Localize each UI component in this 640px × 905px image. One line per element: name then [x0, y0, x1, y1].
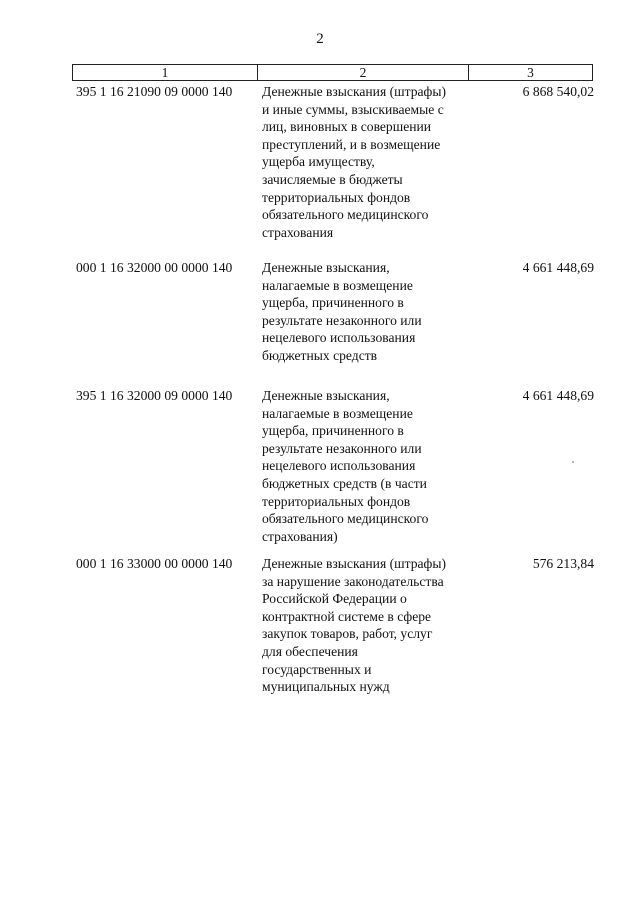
row-amount: 6 868 540,02: [522, 84, 594, 99]
description-line: налагаемые в возмещение: [262, 405, 413, 421]
description-line: муниципальных нужд: [262, 679, 390, 695]
table-header: [72, 64, 593, 81]
description-line: территориальных фондов: [262, 189, 411, 205]
row-amount: 576 213,84: [532, 556, 594, 571]
description-line: нецелевого использования: [262, 330, 416, 346]
description-line: результате незаконного или: [262, 440, 422, 456]
description-line: преступлений, и в возмещение: [262, 136, 441, 152]
budget-code: 395 1 16 21090 09 0000 140: [76, 84, 233, 99]
description-line: ущерба имуществу,: [262, 154, 375, 170]
description-line: лиц, виновных в совершении: [262, 119, 432, 135]
description-line: Денежные взыскания,: [262, 260, 390, 275]
budget-code: 000 1 16 32000 00 0000 140: [76, 260, 233, 275]
description-line: страхования): [262, 528, 338, 544]
description-line: обязательного медицинского: [262, 207, 429, 223]
description-line: обязательного медицинского: [262, 511, 429, 527]
page-number: 2: [316, 31, 324, 47]
budget-code: 395 1 16 32000 09 0000 140: [76, 388, 233, 403]
description-line: Российской Федерации о: [262, 591, 407, 607]
row-description: [262, 555, 477, 696]
row-description: [262, 83, 477, 241]
scan-speck: [572, 461, 574, 463]
description-line: для обеспечения: [262, 643, 358, 659]
budget-code: 000 1 16 33000 00 0000 140: [76, 556, 233, 571]
description-line: нецелевого использования: [262, 458, 416, 474]
description-line: территориальных фондов: [262, 493, 411, 509]
description-line: ущерба, причиненного в: [262, 295, 404, 311]
description-line: закупок товаров, работ, услуг: [262, 626, 433, 642]
description-line: государственных и: [262, 661, 372, 677]
description-line: за нарушение законодательства: [262, 573, 444, 589]
description-line: ущерба, причиненного в: [262, 423, 404, 439]
header-col-3: 3: [527, 65, 534, 80]
row-amount: 4 661 448,69: [522, 260, 594, 275]
description-line: бюджетных средств (в части: [262, 475, 427, 491]
description-line: страхования: [262, 224, 334, 240]
description-line: зачисляемые в бюджеты: [262, 171, 403, 187]
description-line: и иные суммы, взыскиваемые с: [262, 101, 444, 117]
description-line: бюджетных средств: [262, 347, 378, 363]
row-description: [262, 387, 477, 545]
description-line: результате незаконного или: [262, 312, 422, 328]
row-amount: 4 661 448,69: [522, 388, 594, 403]
description-line: контрактной системе в сфере: [262, 608, 432, 624]
description-line: налагаемые в возмещение: [262, 277, 413, 293]
header-col-1: 1: [73, 65, 258, 80]
description-line: Денежные взыскания (штрафы): [262, 556, 447, 571]
description-line: Денежные взыскания,: [262, 388, 390, 403]
row-description: [262, 259, 477, 365]
description-line: Денежные взыскания (штрафы): [262, 84, 447, 99]
header-col-2: 2: [258, 65, 469, 80]
